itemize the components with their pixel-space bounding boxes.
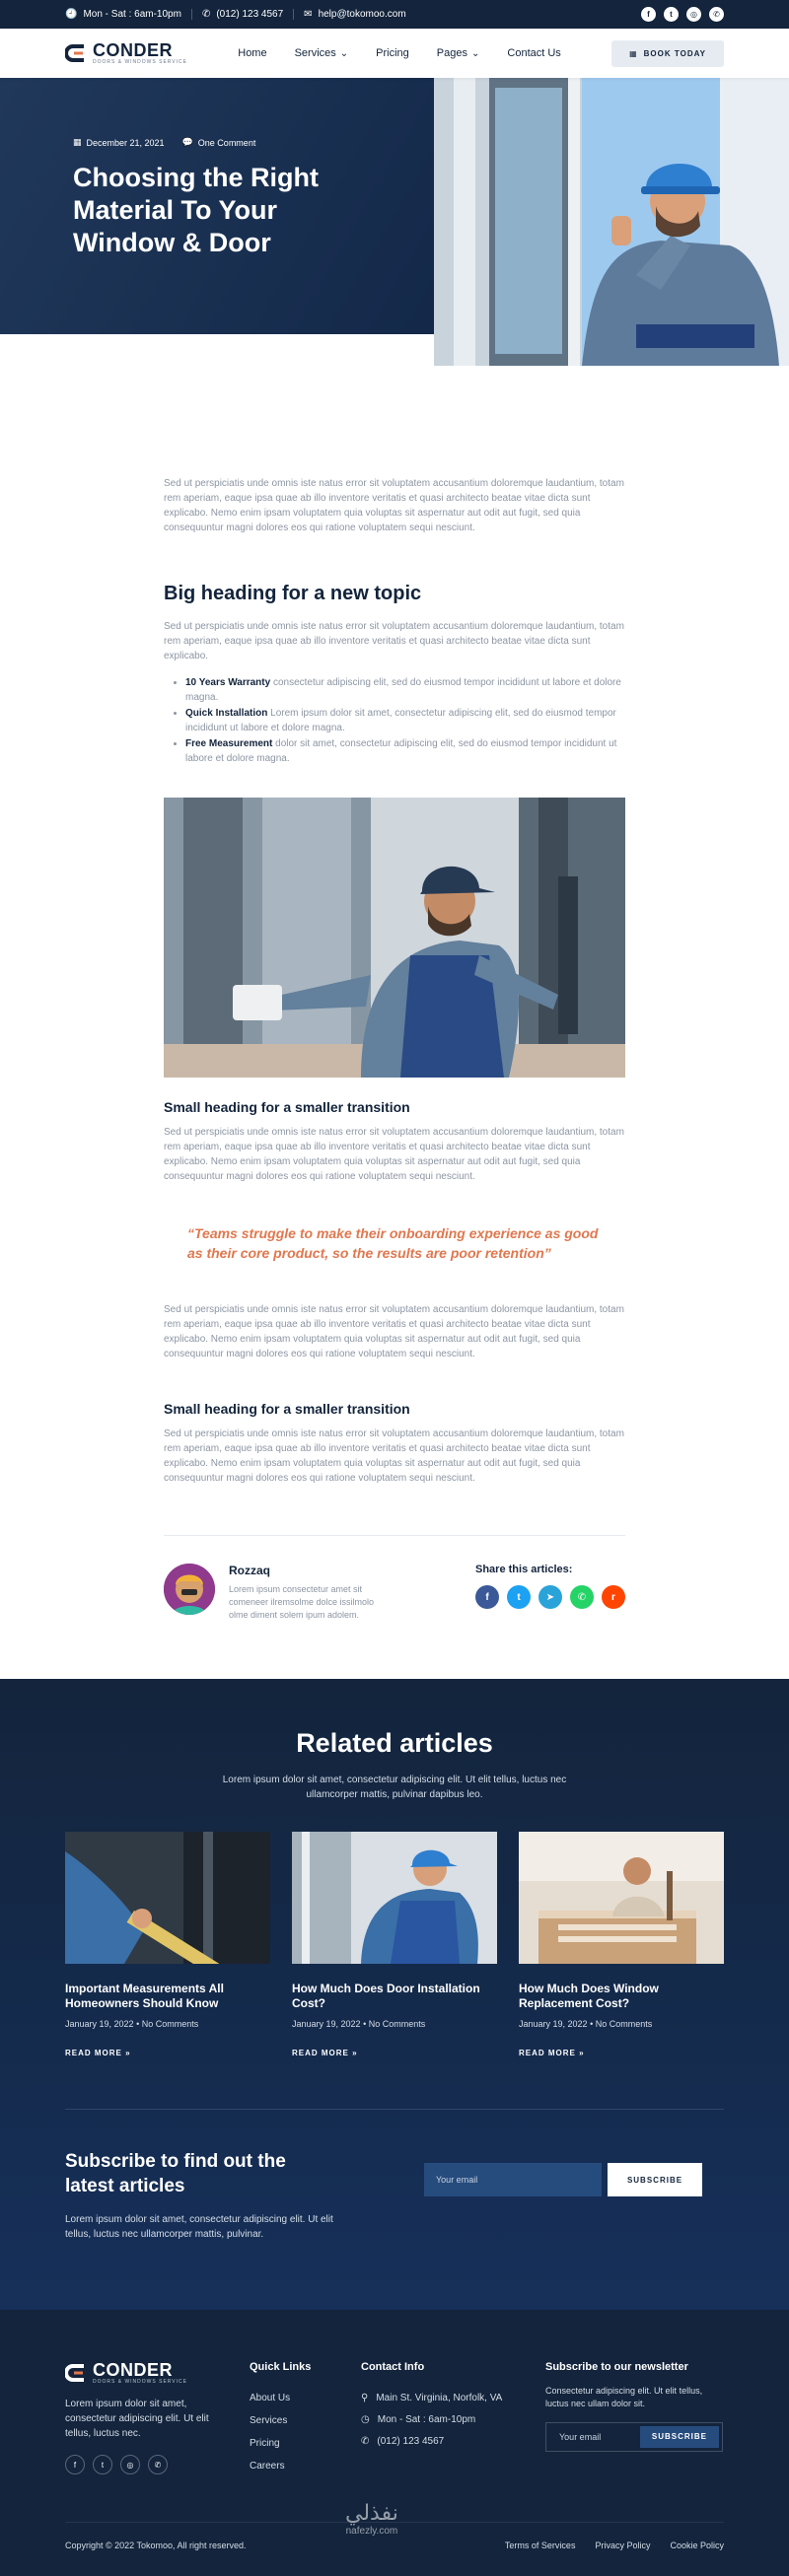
footer-bottom [65,2522,724,2550]
logo-mark-icon [65,42,87,64]
card-meta: January 19, 2022 • No Comments [65,2019,199,2029]
topbar-email[interactable]: ✉ help@tokomoo.com [304,9,406,20]
logo[interactable] [65,41,187,65]
footer-about: Lorem ipsum dolor sit amet, consectetur adipiscing elit. Ut elit tellus, luctus nec. [65,2399,209,2439]
read-more-link[interactable]: READ MORE » [292,2049,358,2057]
footer-socials [65,2455,250,2474]
brand-name: CONDER [93,40,174,60]
mail-icon: ✉ [304,9,313,20]
clock-icon: ◷ [361,2414,370,2425]
card-title[interactable]: How Much Does Door Installation Cost? [292,1982,480,2010]
divider [65,2109,724,2110]
whatsapp-icon[interactable]: ✆ [148,2455,168,2474]
paragraph-2: Sed ut perspiciatis unde omnis iste natus error sit voluptatem accusantium doloremque laudantium, totam rem aperiam, eaque ipsa quae ab illo inventore veritatis et quasi architecto beatae vitae dicta sunt explicabo. Nemo enim ipsam voluptatem quia voluptas sit aspernatur aut odit aut fugit, sed quia consequuntur magni dolores eos qui ratione voluptatem sequi nesciunt. [164,1127,624,1182]
card-meta: January 19, 2022 • No Comments [519,2019,653,2029]
brand-tagline: DOORS & WINDOWS SERVICE [93,2379,187,2385]
location-pin-icon: ⚲ [361,2393,369,2403]
privacy-link[interactable]: Privacy Policy [595,2541,651,2550]
newsletter-form [545,2422,723,2452]
facebook-icon[interactable]: f [475,1585,499,1609]
hero-meta [73,137,369,148]
hero-comments[interactable]: 💬 One Comment [181,137,256,148]
subscribe-title: Subscribe to find out the latest articles [65,2151,286,2196]
topbar-info [65,9,416,20]
related-card[interactable] [292,1832,497,2057]
paragraph-4: Sed ut perspiciatis unde omnis iste natus error sit voluptatem accusantium doloremque laudantium, totam rem aperiam, eaque ipsa quae ab illo inventore veritatis et quasi architecto beatae vitae dicta sunt explicabo. Nemo enim ipsam voluptatem quia voluptas sit aspernatur aut odit aut fugit, sed quia consequuntur magni dolores eos qui ratione voluptatem sequi nesciunt. [164,1428,624,1484]
twitter-icon[interactable]: t [507,1585,531,1609]
measuring-illustration [65,1832,270,1964]
related-subtitle: Lorem ipsum dolor sit amet, consectetur adipiscing elit. Ut elit tellus, luctus nec ullamcorper mattis, pulvinar dapibus leo. [222,1775,567,1800]
clock-icon: 🕘 [65,9,78,20]
footer-legal-links [505,2541,724,2550]
subscribe-button[interactable]: SUBSCRIBE [608,2163,702,2196]
watermark-arabic: نفذلي [345,2501,398,2526]
read-more-link[interactable]: READ MORE » [519,2049,585,2057]
share-icons [475,1585,625,1609]
hero [0,78,789,366]
intro-paragraph: Sed ut perspiciatis unde omnis iste natus error sit voluptatem accusantium doloremque laudantium, totam rem aperiam, eaque ipsa quae ab illo inventore veritatis et quasi architecto beatae vitae dicta sunt explicabo. Nemo enim ipsam voluptatem quia voluptas sit aspernatur aut odit aut fugit, sed quia consequuntur magni dolores eos qui ratione voluptatem sequi nesciunt. [164,478,624,533]
logo-mark-icon [65,2362,87,2384]
nav-home[interactable]: Home [238,47,267,59]
nav-pages[interactable]: Pages ⌄ [437,47,480,59]
twitter-icon[interactable]: t [93,2455,112,2474]
avatar[interactable] [164,1564,215,1615]
hero-image [434,78,789,366]
read-more-link[interactable]: READ MORE » [65,2049,131,2057]
footer-phone[interactable]: ✆ (012) 123 4567 [361,2436,445,2447]
email-field[interactable]: Your email [424,2163,602,2196]
nav-contact[interactable]: Contact Us [507,47,561,59]
worker-installing-window-illustration [164,798,625,1078]
newsletter-title: Subscribe to our newsletter [545,2361,688,2373]
card-image[interactable] [519,1832,724,1964]
list-item: • Free Measurement dolor sit amet, consectetur adipiscing elit, sed do eiusmod tempor incididunt ut labore et dolore magna. [185,736,625,766]
topbar [0,0,789,29]
phone-icon: ✆ [201,9,211,20]
article-image [164,798,625,1078]
footer-link-careers[interactable]: Careers [250,2461,285,2472]
author-bio: Lorem ipsum consectetur amet sit comeneer ilremsolme dolce issilmolo olme diment solem ipum adolem. [229,1584,375,1620]
small-heading-2: Small heading for a smaller transition [164,1401,410,1417]
author-box [164,1564,387,1622]
copyright: Copyright © 2022 Tokomoo, All right reserved. [65,2541,247,2550]
calendar-icon: ▦ [629,48,638,58]
card-title[interactable]: Important Measurements All Homeowners Should Know [65,1982,224,2010]
phone-icon: ✆ [361,2436,370,2447]
author-name[interactable]: Rozzaq [229,1564,270,1577]
big-heading: Big heading for a new topic [164,583,422,604]
share-title: Share this articles: [475,1564,573,1575]
book-today-button[interactable]: ▦ BOOK TODAY [611,40,724,67]
footer [0,2310,789,2576]
telegram-icon[interactable]: ➤ [538,1585,562,1609]
calendar-icon: ▦ [73,137,82,147]
cookie-link[interactable]: Cookie Policy [670,2541,724,2550]
worker-window-illustration [434,78,789,366]
article [164,366,625,1622]
footer-newsletter [545,2361,723,2483]
related-card[interactable] [519,1832,724,2057]
main-nav [238,47,561,59]
hero-text [73,137,369,259]
header [0,29,789,78]
newsletter-text: Consectetur adipiscing elit. Ut elit tellus, luctus nec ullam dolor sit. [545,2386,703,2408]
list-item: • Quick Installation Lorem ipsum dolor sit amet, consectetur adipiscing elit, sed do eiusmod tempor incididunt ut labore et dolore magna. [185,706,625,735]
twitter-icon[interactable]: t [664,7,679,22]
nav-services[interactable]: Services ⌄ [295,47,349,59]
terms-link[interactable]: Terms of Services [504,2541,576,2550]
footer-link-about[interactable]: About Us [250,2393,291,2403]
related-cards [65,1832,724,2057]
hero-date: ▦ December 21, 2021 [73,137,165,148]
watermark-latin: nafezly.com [345,2526,398,2537]
reddit-icon[interactable]: r [602,1585,625,1609]
newsletter-email-field[interactable]: Your email [559,2432,602,2442]
footer-hours: ◷ Mon - Sat : 6am-10pm [361,2414,476,2425]
subscribe-text: Lorem ipsum dolor sit amet, consectetur adipiscing elit. Ut elit tellus, luctus nec ullamcorper mattis, pulvinar. [65,2214,333,2240]
facebook-icon[interactable]: f [65,2455,85,2474]
newsletter-subscribe-button[interactable]: SUBSCRIBE [640,2426,719,2448]
card-image[interactable] [65,1832,270,1964]
paragraph-3: Sed ut perspiciatis unde omnis iste natus error sit voluptatem accusantium doloremque laudantium, totam rem aperiam, eaque ipsa quae ab illo inventore veritatis et quasi architecto beatae vitae dicta sunt explicabo. Nemo enim ipsam voluptatem quia voluptas sit aspernatur aut odit aut fugit, sed quia consequuntur magni dolores eos qui ratione voluptatem sequi nesciunt. [164,1304,624,1359]
footer-address: ⚲ Main St. Virginia, Norfolk, VA [361,2393,503,2403]
card-image[interactable] [292,1832,497,1964]
footer-brand-column [65,2361,250,2483]
nav-pricing[interactable]: Pricing [376,47,409,59]
contact-title: Contact Info [361,2361,425,2373]
facebook-icon[interactable]: f [641,7,656,22]
topbar-phone[interactable]: ✆ (012) 123 4567 [192,9,294,20]
related-articles-section [0,1679,789,2310]
brand-name: CONDER [93,2360,174,2380]
window-replacement-illustration [519,1832,724,1964]
comment-icon: 💬 [181,137,193,147]
feature-list [185,675,625,766]
related-card[interactable] [65,1832,270,2057]
footer-quick-links [250,2361,361,2483]
door-installation-illustration [292,1832,497,1964]
pull-quote: “Teams struggle to make their onboarding experience as good as their core product, so the results are poor retention” [187,1225,599,1261]
share-box [475,1564,625,1622]
big-paragraph: Sed ut perspiciatis unde omnis iste natus error sit voluptatem accusantium doloremque laudantium, totam rem aperiam, eaque ipsa quae ab illo inventore veritatis et quasi architecto beatae vitae dicta sunt explicabo. [164,621,624,661]
quick-links-title: Quick Links [250,2361,312,2373]
page-title: Choosing the Right Material To Your Window & Door [73,163,319,257]
list-item: • 10 Years Warranty consectetur adipiscing elit, sed do eiusmod tempor incididunt ut labore et dolore magna. [185,675,625,705]
card-title[interactable]: How Much Does Window Replacement Cost? [519,1982,659,2010]
instagram-icon[interactable]: ◎ [686,7,701,22]
topbar-hours: 🕘 Mon - Sat : 6am-10pm [65,9,192,20]
small-heading-1: Small heading for a smaller transition [164,1099,410,1115]
subscribe-section [65,2149,724,2242]
footer-link-pricing[interactable]: Pricing [250,2438,280,2449]
brand-tagline: DOORS & WINDOWS SERVICE [93,59,187,65]
footer-logo[interactable] [65,2361,250,2385]
whatsapp-icon[interactable]: ✆ [570,1585,594,1609]
whatsapp-icon[interactable]: ✆ [709,7,724,22]
footer-link-services[interactable]: Services [250,2415,288,2426]
avatar-illustration [164,1564,215,1615]
instagram-icon[interactable]: ◎ [120,2455,140,2474]
card-meta: January 19, 2022 • No Comments [292,2019,426,2029]
subscribe-form [424,2163,702,2196]
footer-contact [361,2361,545,2483]
topbar-socials [641,7,724,22]
author-share-bar [164,1535,625,1622]
related-title: Related articles [296,1728,493,1758]
